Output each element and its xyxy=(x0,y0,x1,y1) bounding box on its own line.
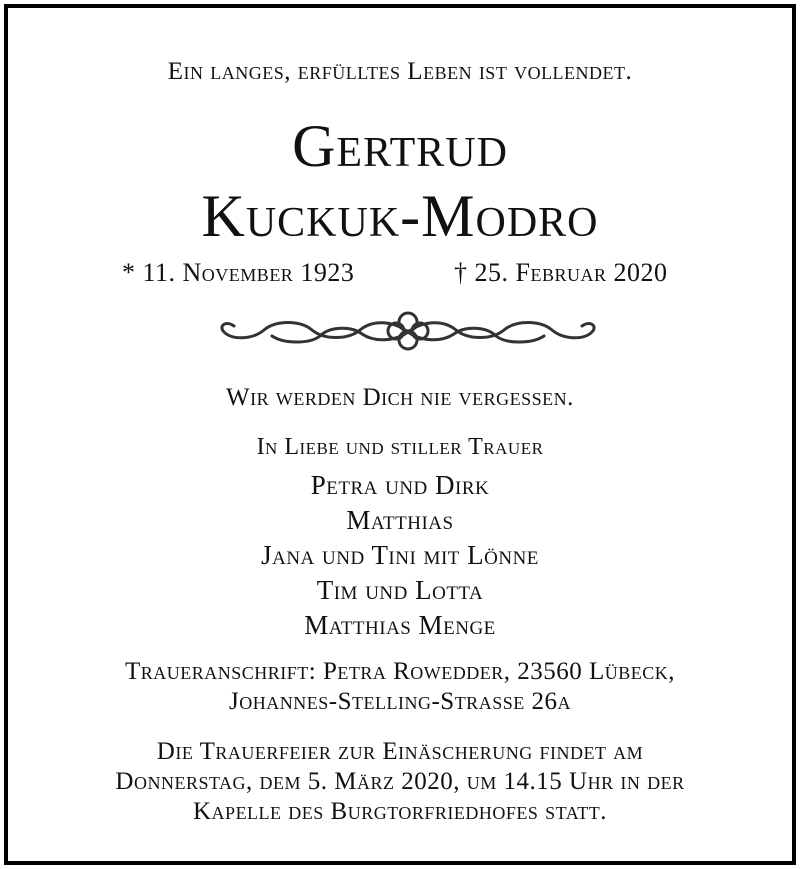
birth-date: * 11. November 1923 xyxy=(122,258,355,287)
mourning-address-line: Traueranschrift: Petra Rowedder, 23560 Lübeck, xyxy=(124,658,676,685)
death-date: † 25. Februar 2020 xyxy=(454,258,668,287)
deceased-last-name: Kuckuk-Modro xyxy=(201,183,599,249)
obituary-notice xyxy=(4,4,796,865)
motto: Ein langes, erfülltes Leben ist vollendet. xyxy=(167,58,633,85)
mourning-address-line: Johannes-Stelling-Strasse 26a xyxy=(229,688,571,715)
grief-line: In Liebe und stiller Trauer xyxy=(256,434,544,460)
mourner-name: Tim und Lotta xyxy=(316,575,484,605)
funeral-info-line: Kapelle des Burgtorfriedhofes statt. xyxy=(193,798,607,825)
mourner-name: Matthias Menge xyxy=(304,610,496,640)
mourner-name: Jana und Tini mit Lönne xyxy=(261,540,539,570)
mourner-name: Petra und Dirk xyxy=(310,470,490,500)
deceased-first-name: Gertrud xyxy=(292,113,508,179)
mourner-name: Matthias xyxy=(346,505,454,535)
closing-line: Wir werden Dich nie vergessen. xyxy=(226,384,574,411)
funeral-info-line: Donnerstag, dem 5. März 2020, um 14.15 Uhr in der xyxy=(115,768,685,795)
scroll-ornament-icon xyxy=(212,306,604,358)
funeral-info-line: Die Trauerfeier zur Einäscherung findet am xyxy=(156,738,644,765)
